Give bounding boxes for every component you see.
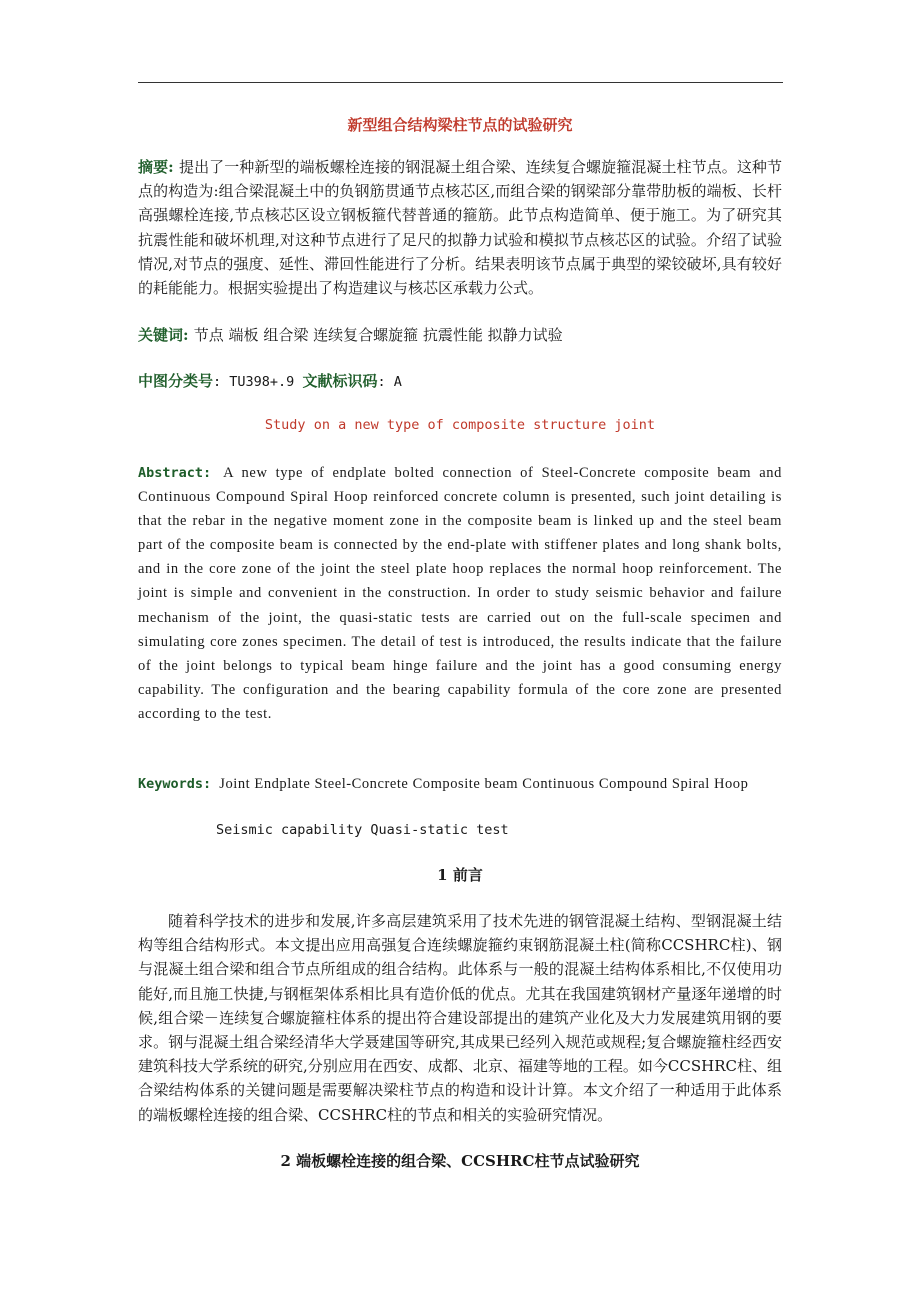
clc-label: 中图分类号 <box>138 372 214 390</box>
abstract-cn-sep: : <box>168 158 179 176</box>
header-rule <box>138 82 783 83</box>
section-1-body: 随着科学技术的进步和发展,许多高层建筑采用了技术先进的钢管混凝土结构、型钢混凝土结构等组合结构形式。本文提出应用高强复合连续螺旋箍约束钢筋混凝土柱(简称CCSHRC柱)、钢与混凝土组合梁和组合节点所组成的组合结构。此体系与一般的混凝土结构体系相比,不仅使用功能好,而且施工快捷,与钢框架体系相比具有造价低的优点。尤其在我国建筑钢材产量逐年递增的时候,组合梁－连续复合螺旋箍柱体系的提出符合建设部提出的建筑产业化及大力发展建筑用钢的要求。钢与混凝土组合梁经清华大学聂建国等研究,其成果已经列入规范或规程;复合螺旋箍柱经西安建筑科技大学系统的研究,分别应用在西安、成都、北京、福建等地的工程。如今CCSHRC柱、组合梁结构体系的关键问题是需要解决梁柱节点的构造和设计计算。本文介绍了一种适用于此体系的端板螺栓连接的组合梁、CCSHRC柱的节点和相关的实验研究情况。 <box>138 912 782 1124</box>
keywords-cn-text: 节点 端板 组合梁 连续复合螺旋箍 抗震性能 拟静力试验 <box>193 326 563 344</box>
paper-title-cn: 新型组合结构梁柱节点的试验研究 <box>347 116 573 134</box>
classification-line <box>138 369 782 394</box>
clc-value: TU398+.9 <box>229 374 303 390</box>
keywords-en-label: Keywords <box>138 776 204 792</box>
keywords-cn-sep: : <box>183 326 194 344</box>
abstract-cn <box>138 155 782 300</box>
doc-code-sep: : <box>377 374 394 390</box>
doc-code-value: A <box>393 374 402 390</box>
abstract-en-sep: : <box>203 465 224 481</box>
keywords-en-continued: Seismic capability Quasi-static test <box>216 822 509 838</box>
abstract-cn-label: 摘要 <box>138 158 169 176</box>
abstract-en-text: A new type of endplate bolted connection of Steel-Concrete composite beam and Continuous Compound Spiral Hoop reinforced concrete column is presented, such joint detailing is that the rebar in the negative moment zone in the composite beam is linked up and the steel beam part of the composite beam is connected by the end-plate with stiffener plates and long shank bolts, and in the core zone of the joint the steel plate hoop replaces the normal hoop reinforcement. The joint is simple and convenient in the construction. In order to study seismic behavior and failure mechanism of the joint, the quasi-static tests are carried out on the full-scale specimen and simulating core zones specimen. The detail of test is introduced, the results indicate that the failure of the joint belongs to typical beam hinge failure and the joint has a good consuming energy capability. The configuration and the bearing capability formula of the core zone are presented according to the test. <box>138 465 782 722</box>
abstract-en-label: Abstract <box>138 465 204 481</box>
paper-title-en: Study on a new type of composite structure joint <box>264 417 656 433</box>
section-1-heading: 1 前言 <box>437 866 483 884</box>
keywords-cn <box>138 323 782 347</box>
clc-sep: : <box>213 374 230 390</box>
abstract-cn-text: 提出了一种新型的端板螺栓连接的钢混凝土组合梁、连续复合螺旋箍混凝土柱节点。这种节点的构造为:组合梁混凝土中的负钢筋贯通节点核芯区,而组合梁的钢梁部分靠带肋板的端板、长杆高强螺栓连接,节点核芯区设立钢板箍代替普通的箍筋。此节点构造简单、便于施工。为了研究其抗震性能和破坏机理,对这种节点进行了足尺的拟静力试验和模拟节点核芯区的试验。介绍了试验情况,对节点的强度、延性、滞回性能进行了分析。结果表明该节点属于典型的梁铰破坏,具有较好的耗能能力。根据实验提出了构造建议与核芯区承载力公式。 <box>138 158 782 298</box>
keywords-cn-label: 关键词 <box>138 326 184 344</box>
keywords-en <box>138 772 782 796</box>
keywords-en-text: Joint Endplate Steel-Concrete Composite beam Continuous Compound Spiral Hoop <box>219 776 749 792</box>
abstract-en <box>138 461 782 726</box>
section-2-heading: 2 端板螺栓连接的组合梁、CCSHRC柱节点试验研究 <box>280 1152 640 1170</box>
keywords-en-sep: : <box>203 776 220 792</box>
doc-code-label: 文献标识码 <box>302 372 378 390</box>
